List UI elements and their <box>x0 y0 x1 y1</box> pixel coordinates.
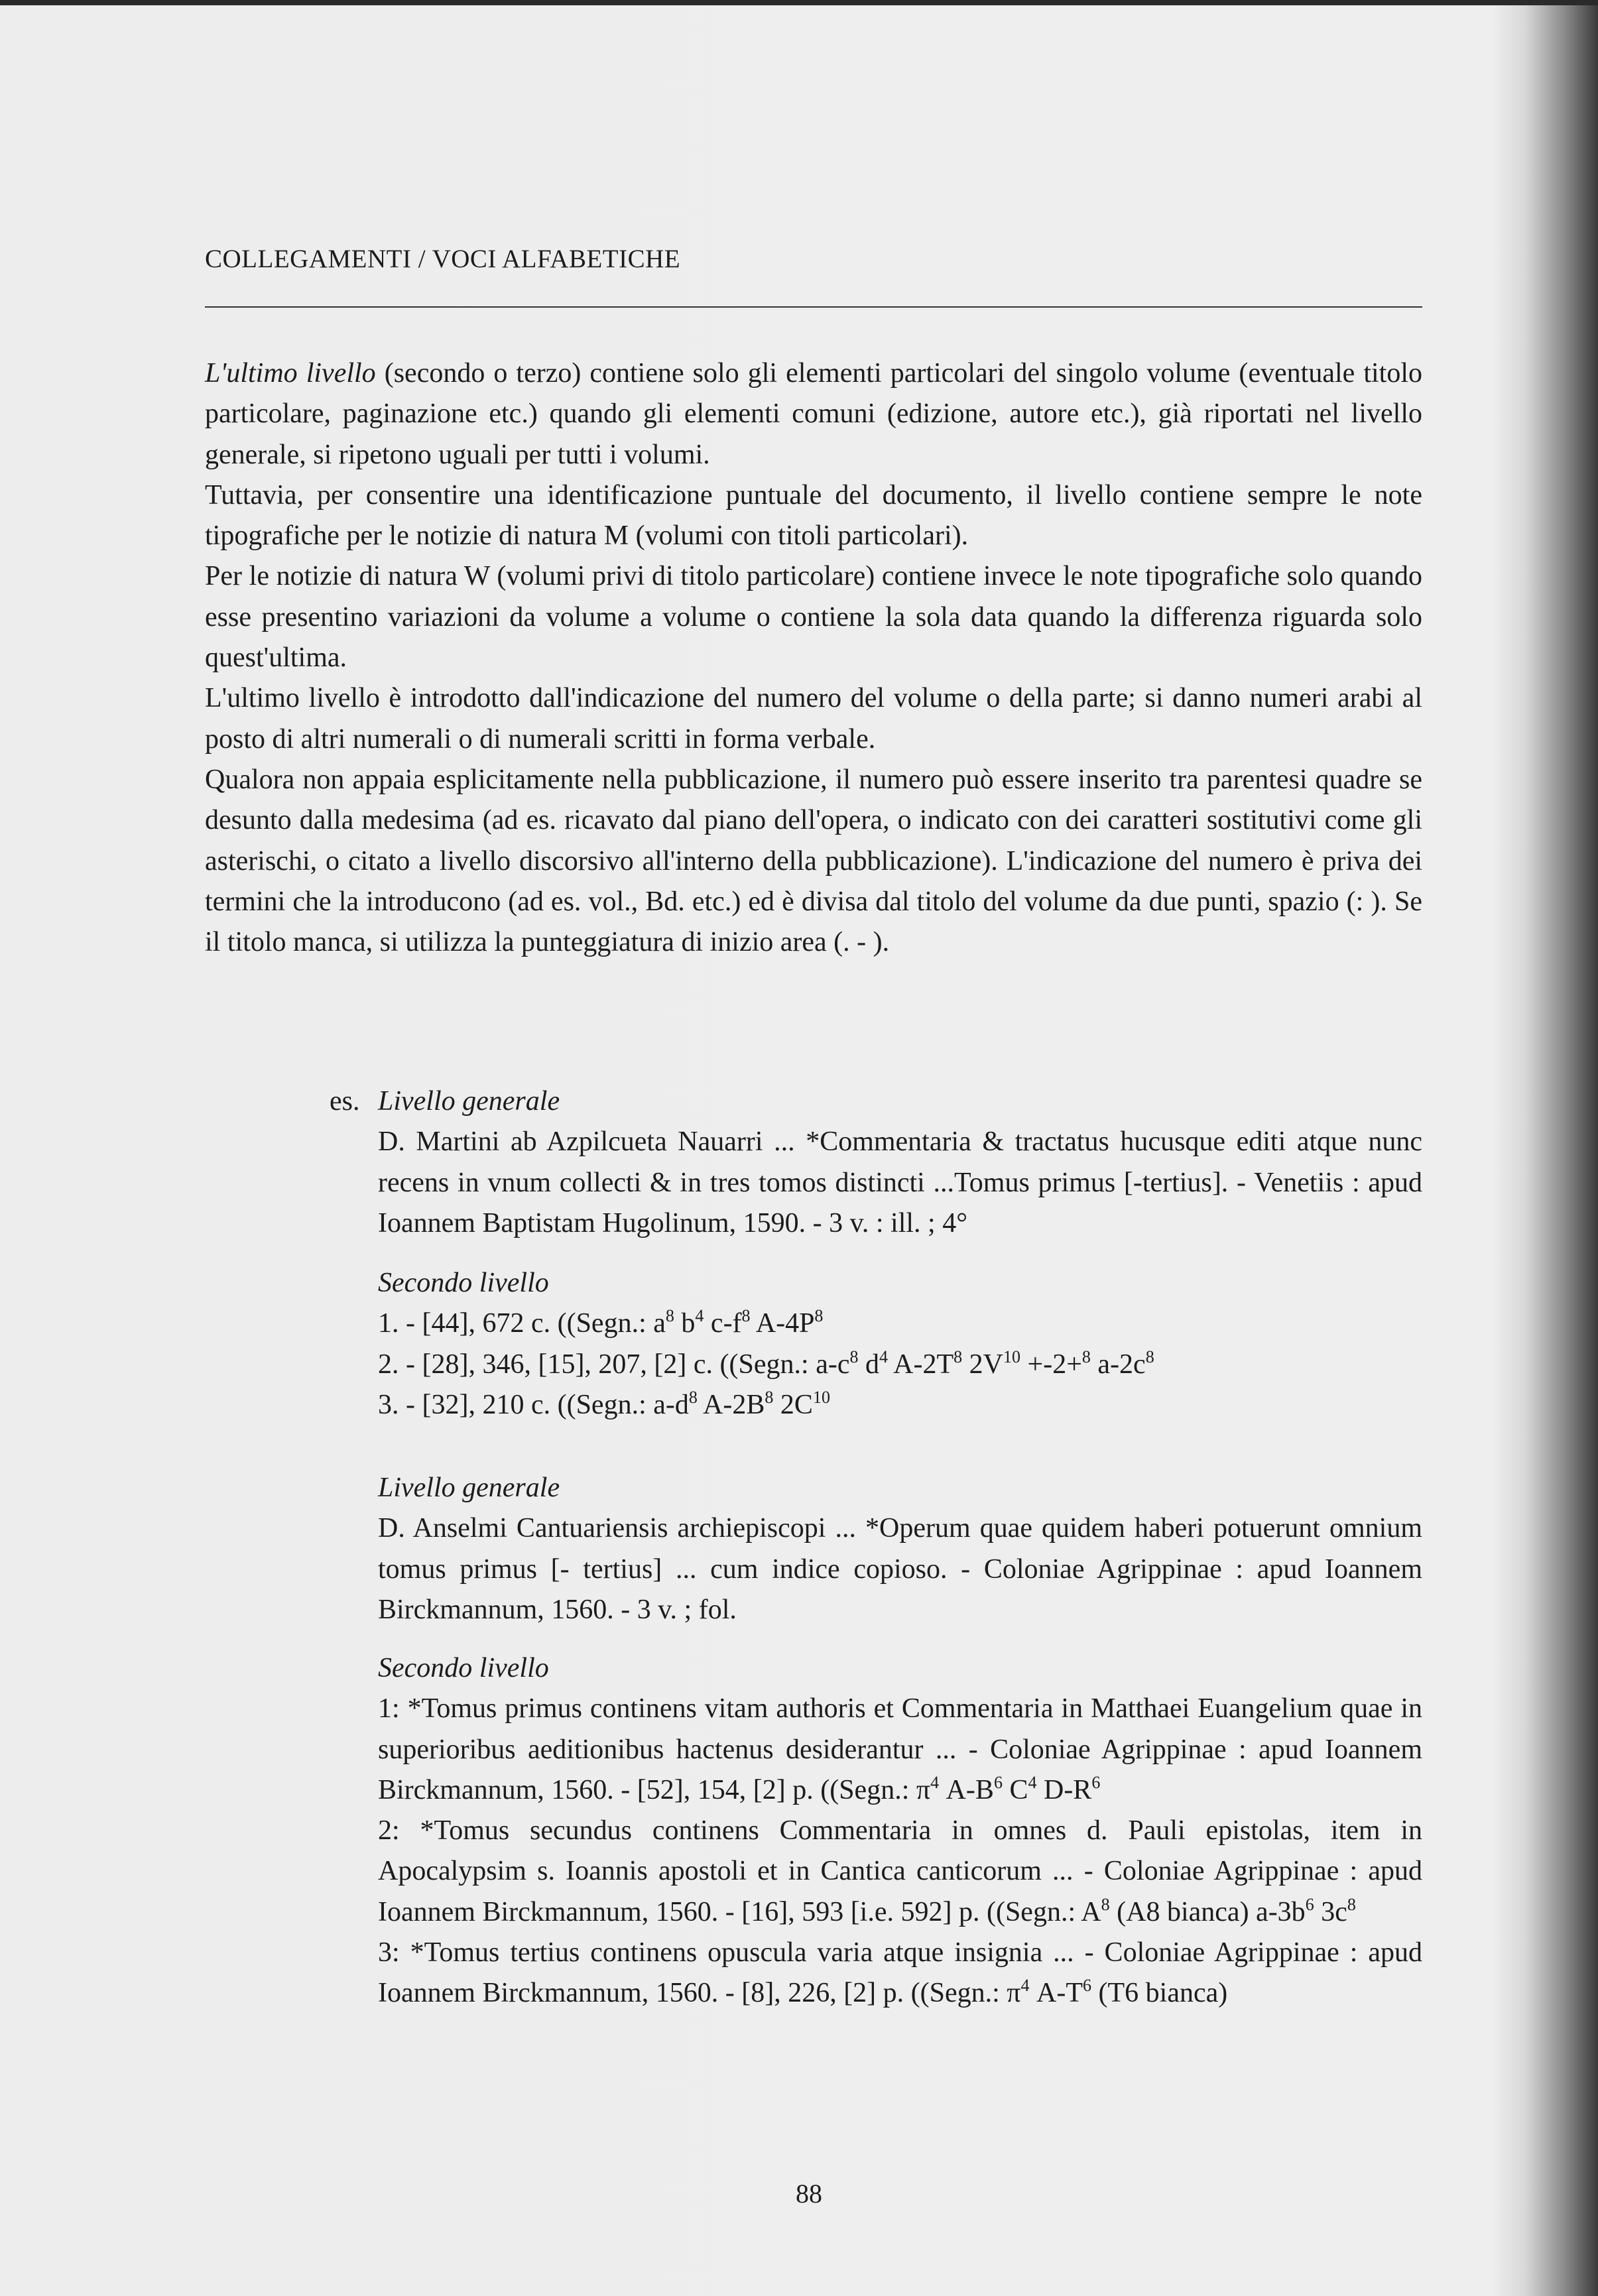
signature-superscript: 8 <box>665 1306 674 1326</box>
entry-text: +-2+ <box>1020 1349 1082 1380</box>
signature-superscript: 8 <box>849 1347 859 1366</box>
signature-superscript: 8 <box>953 1347 963 1366</box>
paragraph-1-text: (secondo o terzo) contiene solo gli elementi particolari del singolo volume (eventuale titolo particolare, paginazione etc.) quando gli elementi comuni (edizione, autore etc.), già riportati nel livello generale, si ripetono uguali per tutti i volumi. <box>205 358 1423 470</box>
paragraph-5: Qualora non appaia esplicitamente nella pubblicazione, il numero può essere inserito tra parentesi quadre se desunto dalla medesima (ad es. ricavato dal piano dell'opera, o indicato con dei caratteri sostitutivi come gli asterischi, o citato a livello discorsivo all'interno della pubblicazione). L'indicazione del numero è priva dei termini che la introducono (ad es. vol., Bd. etc.) ed è divisa dal titolo del volume da due punti, spazio (: ). Se il titolo manca, si utilizza la punteggiatura di inizio area (. - ). <box>205 764 1422 958</box>
page-top-edge <box>0 0 1598 5</box>
volume-entry <box>378 1811 1422 1933</box>
record-text: D. Anselmi Cantuariensis archiepiscopi ... *Operum quae quidem haberi potuerunt omnium tomus primus [- tertius] ... cum indice copioso. - Coloniae Agrippinae : apud Ioannem Birckmannum, 1560. - 3 v. ; fol. <box>378 1513 1422 1625</box>
entry-text: 3. - [32], 210 c. ((Segn.: a-d <box>378 1389 689 1420</box>
signature-superscript: 8 <box>765 1387 774 1407</box>
signature-superscript: 8 <box>1081 1347 1091 1366</box>
entry-text: A-2B <box>697 1389 765 1420</box>
entry-text: 2. - [28], 346, [15], 207, [2] c. ((Segn.: a-c <box>378 1349 850 1380</box>
page-number: 88 <box>796 2179 822 2208</box>
term-ultimo-livello: L'ultimo livello <box>205 358 376 389</box>
example-2-general <box>378 1468 1422 1630</box>
example-label: es. <box>330 1086 360 1117</box>
volume-entry <box>378 1385 1422 1425</box>
intro-text <box>205 353 1422 963</box>
signature-superscript: 10 <box>1003 1347 1021 1366</box>
heading-livello-generale: Livello generale <box>378 1473 560 1503</box>
entry-text: D-R <box>1036 1774 1092 1805</box>
paragraph-1 <box>205 353 1422 475</box>
entry-text: b <box>674 1308 696 1339</box>
entry-text: (A8 bianca) a-3b <box>1109 1896 1306 1927</box>
signature-superscript: 6 <box>1091 1772 1101 1792</box>
entry-text: A-B <box>939 1774 994 1805</box>
volume-entry <box>378 1303 1422 1344</box>
signature-superscript: 8 <box>814 1306 824 1326</box>
signature-superscript: 8 <box>1101 1894 1110 1914</box>
signature-superscript: 8 <box>688 1387 698 1407</box>
entry-text: A-4P <box>750 1308 815 1339</box>
signature-superscript: 8 <box>1145 1347 1154 1366</box>
entry-text: 2: *Tomus secundus continens Commentaria in omnes d. Pauli epistolas, item in Apocalypsim s. Ioannis apostoli et in Cantica canticorum ... - Coloniae Agrippinae : apud Ioannem Birckmannum, 1560. - [16], 593 [i.e. 592] p. ((Segn.: A <box>378 1815 1422 1927</box>
entry-text: a-2c <box>1090 1349 1146 1380</box>
entry-text: 2V <box>962 1349 1004 1380</box>
signature-superscript: 4 <box>695 1306 704 1326</box>
entry-text: 2C <box>773 1389 813 1420</box>
entry-text: 3: *Tomus tertius continens opuscula varia atque insignia ... - Coloniae Agrippinae : apud Ioannem Birckmannum, 1560. - [8], 226, [2] p. ((Segn.: π <box>378 1937 1422 2009</box>
paragraph-4: L'ultimo livello è introdotto dall'indicazione del numero del volume o della parte; si danno numeri arabi al posto di altri numerali o di numerali scritti in forma verbale. <box>205 683 1422 755</box>
signature-superscript: 6 <box>1305 1894 1314 1914</box>
entry-text: A-2T <box>888 1349 954 1380</box>
entry-text: d <box>858 1349 879 1380</box>
heading-secondo-livello: Secondo livello <box>378 1268 549 1298</box>
signature-superscript: 4 <box>879 1347 888 1366</box>
signature-superscript: 8 <box>1347 1894 1356 1914</box>
volume-entry <box>378 1345 1422 1385</box>
entry-text: C <box>1002 1774 1028 1805</box>
running-header: COLLEGAMENTI / VOCI ALFABETICHE <box>205 245 681 273</box>
signature-superscript: 4 <box>1028 1772 1037 1792</box>
entry-text: c-f <box>704 1308 742 1339</box>
heading-livello-generale: Livello generale <box>378 1086 560 1117</box>
signature-superscript: 8 <box>741 1306 751 1326</box>
entry-text: A-T <box>1029 1978 1083 2009</box>
record-text: D. Martini ab Azpilcueta Nauarri ... *Commentaria & tractatus hucusque editi atque nunc recens in vnum collecti & in tres tomos distincti ...Tomus primus [-tertius]. - Venetiis : apud Ioannem Baptistam Hugolinum, 1590. - 3 v. : ill. ; 4° <box>378 1126 1422 1239</box>
signature-superscript: 4 <box>1020 1976 1030 1996</box>
volume-entry <box>378 1689 1422 1811</box>
example-1-second <box>378 1263 1422 1425</box>
header-rule <box>205 306 1422 308</box>
paragraph-2: Tuttavia, per consentire una identificazione puntuale del documento, il livello contiene sempre le note tipografiche per le notizie di natura M (volumi con titoli particolari). <box>205 479 1422 552</box>
entry-text: (T6 bianca) <box>1091 1978 1228 2009</box>
signature-superscript: 6 <box>1083 1976 1092 1996</box>
signature-superscript: 6 <box>993 1772 1003 1792</box>
volume-entry <box>378 1933 1422 2014</box>
signature-superscript: 4 <box>930 1772 940 1792</box>
example-2-second <box>378 1648 1422 2014</box>
entry-text: 1: *Tomus primus continens vitam authoris et Commentaria in Matthaei Euangelium quae in superioribus aeditionibus hactenus desiderantur ... - Coloniae Agrippinae : apud Ioannem Birckmannum, 1560. - [52], 154, [2] p. ((Segn.: π <box>378 1693 1422 1805</box>
heading-secondo-livello: Secondo livello <box>378 1653 549 1683</box>
entry-text: 1. - [44], 672 c. ((Segn.: a <box>378 1308 666 1339</box>
signature-superscript: 10 <box>812 1387 830 1407</box>
entry-text: 3c <box>1314 1896 1347 1927</box>
example-1-general <box>378 1081 1422 1244</box>
paragraph-3: Per le notizie di natura W (volumi privi di titolo particolare) contiene invece le note tipografiche solo quando esse presentino variazioni da volume a volume o contiene la sola data quando la differenza riguarda solo quest'ultima. <box>205 561 1422 674</box>
